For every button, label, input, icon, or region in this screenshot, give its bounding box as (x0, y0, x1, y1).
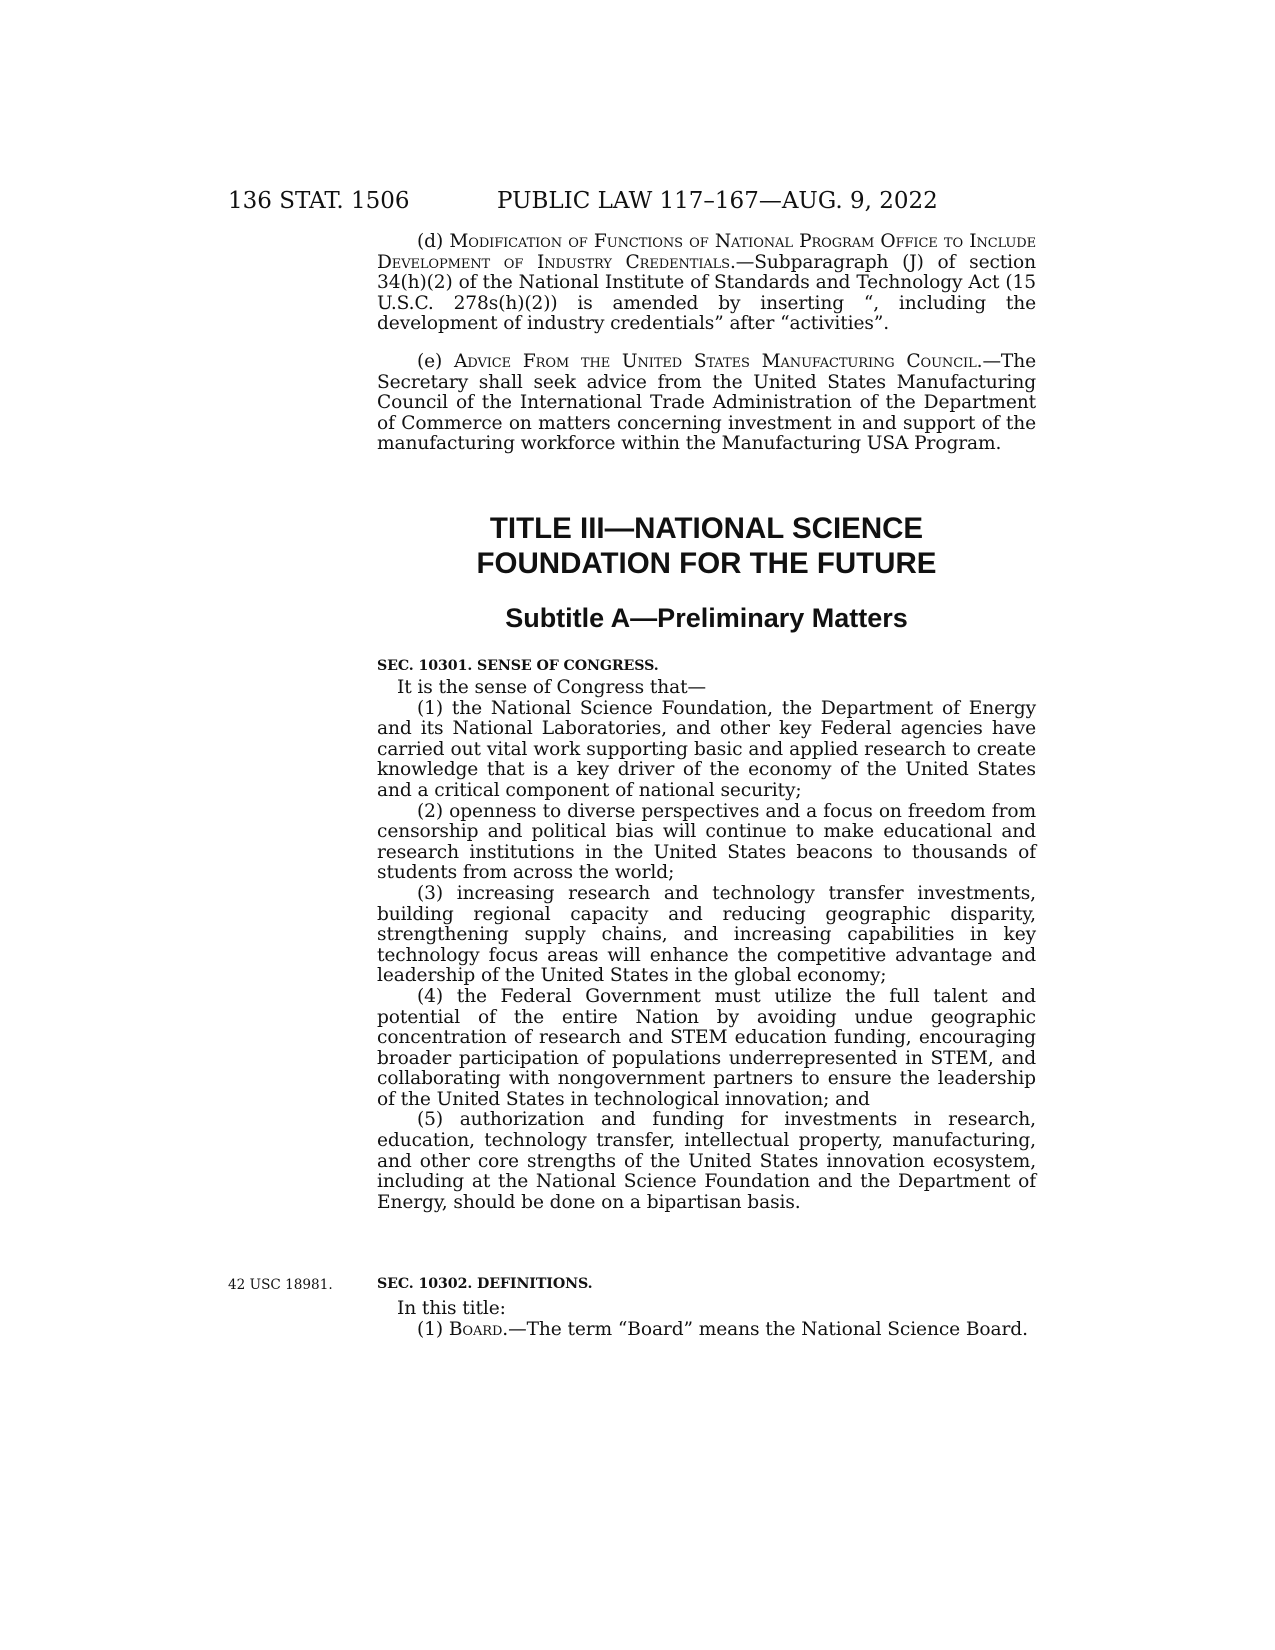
page-header (0, 188, 1275, 220)
sense-item-1: (1) the National Science Foundation, the Department of Energy and its National Laboratories, and other key Federal agencies have carried out vital work supporting basic and applied research to create knowledge that is a key driver of the economy of the United States and a critical component of national security; (377, 697, 1036, 801)
paragraph-d-text: —Subparagraph (J) of section 34(h)(2) of the National Institute of Standards and Technology Act (15 U.S.C. 278s(h)(2)) is amended by inserting “, including the development of industry credentials” after “activities”. (377, 251, 1036, 335)
title-line-1: TITLE III—NATIONAL SCIENCE (489, 512, 924, 545)
definition-item-1-heading: Board. (448, 1318, 509, 1340)
subtitle-heading: Subtitle A—Preliminary Matters (505, 603, 908, 633)
paragraph-e-text: —The Secretary shall seek advice from the United States Manufacturing Council of the International Trade Administration of the Department of Commerce on matters concerning investment in and support of the manufacturing workforce within the Manufacturing USA Program. (377, 351, 1037, 455)
section-10302-heading: SEC. 10302. DEFINITIONS. (377, 1276, 593, 1292)
section-10301-intro: It is the sense of Congress that— (397, 677, 706, 698)
definition-item-1-text: —The term “Board” means the National Science Board. (508, 1318, 1028, 1340)
title-line-2: FOUNDATION FOR THE FUTURE (476, 547, 937, 580)
paragraph-e (377, 352, 1036, 455)
usc-margin-note: 42 USC 18981. (228, 1277, 333, 1293)
definition-item-1 (377, 1320, 1036, 1341)
paragraph-e-label: (e) (417, 351, 443, 372)
sense-item-4: (4) the Federal Government must utilize the full talent and potential of the entire Nation by avoiding undue geographic concentration of research and STEM education funding, encouraging broader participation of populations underrepresented in STEM, and collaborating with nongovernment partners to ensure the leadership of the United States in technological innovation; and (377, 985, 1036, 1110)
definition-item-1-label: (1) (417, 1318, 444, 1340)
section-10302-intro: In this title: (397, 1298, 506, 1319)
sense-item-3: (3) increasing research and technology transfer investments, building regional capacity and reducing geographic disparity, strengthening supply chains, and increasing capabilities in key technology focus areas will enhance the competitive advantage and leadership of the United States in the global economy; (377, 882, 1036, 987)
stat-page-number: 136 STAT. 1506 (228, 188, 410, 214)
sense-item-5: (5) authorization and funding for investments in research, education, technology transfer, intellectual property, manufacturing, and other core strengths of the United States innovation ecosystem, including at the National Science Foundation and the Department of Energy, should be done on a bipartisan basis. (377, 1109, 1036, 1213)
public-law-citation: PUBLIC LAW 117–167—AUG. 9, 2022 (497, 188, 938, 214)
paragraph-e-heading: Advice From the United States Manufacturing Council. (454, 351, 983, 372)
section-10302-body (377, 1299, 1036, 1340)
section-10301-body (377, 678, 1036, 1213)
title-heading (377, 511, 1036, 581)
section-10301-heading: SEC. 10301. SENSE OF CONGRESS. (377, 658, 659, 674)
paragraph-d-label: (d) (417, 231, 444, 252)
paragraph-d (377, 232, 1036, 335)
paragraph-d-heading: Modification of Functions of National Program Office to Include Development of Industry Credentials. (377, 231, 1036, 273)
sense-item-2: (2) openness to diverse perspectives and a focus on freedom from censorship and political bias will continue to make educational and research institutions in the United States beacons to thousands of students from across the world; (377, 800, 1036, 884)
